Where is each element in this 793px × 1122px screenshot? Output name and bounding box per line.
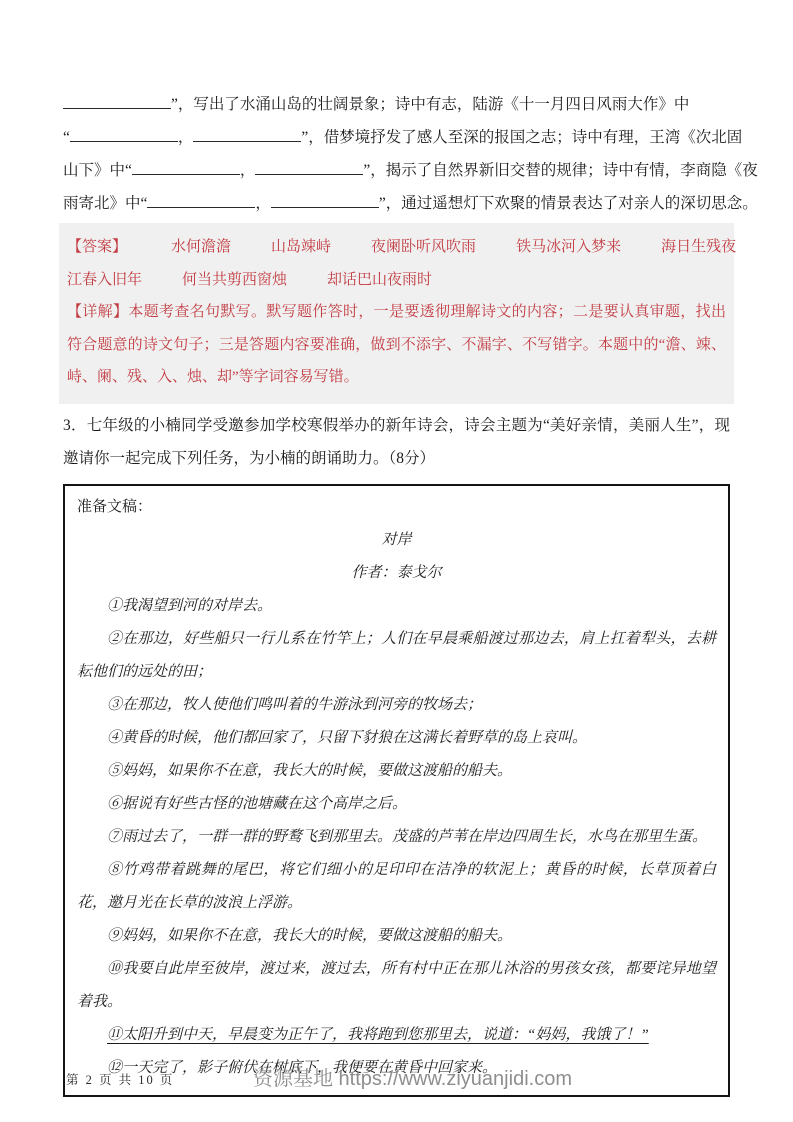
answer-blank	[132, 159, 240, 175]
page-footer	[0, 1060, 793, 1102]
explanation-text: 【详解】本题考查名句默写。默写题作答时，一是要透彻理解诗文的内容；二是要认真审题，找出符合题意的诗文句子；三是答题内容要准确，做到不添字、不漏字、不写错字。本题中的“澹、竦、峙、阑、残、入、烛、却”等字词容易写错。	[67, 304, 726, 385]
question-3-text: 3．七年级的小楠同学受邀参加学校寒假举办的新年诗会，诗会主题为“美好亲情，美丽人生”，现邀请你一起完成下列任务，为小楠的朗诵助力。（8分）	[63, 416, 730, 467]
answer-blank	[147, 192, 255, 208]
text-run: ”，揭示了自然界新旧交替的规律；诗中有情，李商隐《夜	[363, 162, 758, 179]
answer-blank	[70, 126, 178, 142]
poem-stanza: ⑨妈妈，如果你不在意，我长大的时候，要做这渡船的船夫。	[107, 927, 513, 944]
answer-phrases-row1	[171, 239, 736, 255]
answer-blank	[271, 192, 379, 208]
answer-label: 【答案】	[67, 239, 128, 255]
answer-blank	[255, 159, 363, 175]
answer-blank	[63, 93, 171, 109]
page-content	[63, 88, 758, 1097]
answer-phrase: 水何澹澹	[171, 239, 232, 255]
answer-row-1	[67, 231, 737, 264]
dictation-section	[63, 88, 758, 220]
answer-block	[59, 223, 737, 404]
poem-author: 作者：泰戈尔	[351, 564, 442, 581]
poem-stanza: ③在那边，牧人使他们鸣叫着的牛游泳到河旁的牧场去；	[107, 696, 483, 713]
text-run: 山下》中“	[63, 162, 132, 179]
answer-row-2	[67, 264, 726, 297]
answer-phrase: 铁马冰河入梦来	[516, 239, 622, 255]
text-run: ，	[239, 162, 256, 179]
answer-phrase: 夜阑卧听风吹雨	[371, 239, 477, 255]
text-run: ，	[177, 129, 194, 146]
answer-blank	[193, 126, 301, 142]
text-run: ”，通过遥想灯下欢聚的情景表达了对亲人的深切思念。	[378, 195, 758, 212]
text-run: ，	[255, 195, 271, 212]
dictation-line-3	[63, 154, 758, 187]
answer-phrase: 海日生残夜	[661, 239, 737, 255]
poem-stanza: ⑦雨过去了，一群一群的野鹜飞到那里去。茂盛的芦苇在岸边四周生长，水鸟在那里生蛋。	[107, 828, 708, 845]
poem-stanza: ⑪太阳升到中天，早晨变为正午了，我将跑到您那里去，说道：“妈妈，我饿了！”	[107, 1026, 649, 1043]
text-run: ”，写出了水涌山岛的壮阔景象；诗中有志，陆游《十一月四日风雨大作》中	[171, 96, 690, 113]
answer-phrase: 何当共剪西窗烛	[182, 271, 288, 288]
dictation-line-4	[63, 187, 758, 220]
text-run: 雨寄北》中“	[63, 195, 148, 212]
page-number: 第 2 页 共 10 页	[66, 1073, 175, 1087]
text-run: “	[63, 129, 70, 146]
poem-stanza: ⑥据说有好些古怪的池塘藏在这个高岸之后。	[107, 795, 408, 812]
poem-stanza: ⑤妈妈，如果你不在意，我长大的时候，要做这渡船的船夫。	[107, 762, 513, 779]
poem-stanza: ①我渴望到河的对岸去。	[107, 597, 273, 614]
answer-phrase: 山岛竦峙	[271, 239, 332, 255]
watermark-text: 资源基地 https://www.ziyuanjidi.com	[253, 1068, 572, 1090]
answer-phrase: 江春入旧年	[67, 271, 143, 288]
poem-stanza: ⑧竹鸡带着跳舞的尾巴，将它们细小的足印印在洁净的软泥上；黄昏的时候，长草顶着白花，邀月光在长草的波浪上浮游。	[77, 861, 716, 911]
text-run: ”，借梦境抒发了感人至深的报国之志；诗中有理，王湾《次北固	[301, 129, 743, 146]
dictation-line-1	[63, 88, 730, 121]
poem-stanza: ⑫一天完了，影子俯伏在树底下，我便要在黄昏中回家来。	[107, 1059, 498, 1076]
poem-stanza: ⑩我要自此岸至彼岸，渡过来，渡过去，所有村中正在那儿沐浴的男孩女孩，都要诧异地望着我。	[77, 960, 716, 1010]
poem-box	[63, 484, 730, 1097]
poem-title: 对岸	[381, 531, 412, 548]
draft-label: 准备文稿：	[77, 498, 153, 515]
poem-body	[77, 590, 716, 1085]
answer-phrase: 却话巴山夜雨时	[327, 271, 433, 288]
poem-stanza: ④黄昏的时候，他们都回家了，只留下豺狼在这满长着野草的岛上哀叫。	[107, 729, 588, 746]
poem-stanza: ②在那边，好些船只一行儿系在竹竿上；人们在早晨乘船渡过那边去，肩上扛着犁头，去耕耘他们的远处的田；	[77, 630, 716, 680]
dictation-line-2	[63, 121, 743, 154]
